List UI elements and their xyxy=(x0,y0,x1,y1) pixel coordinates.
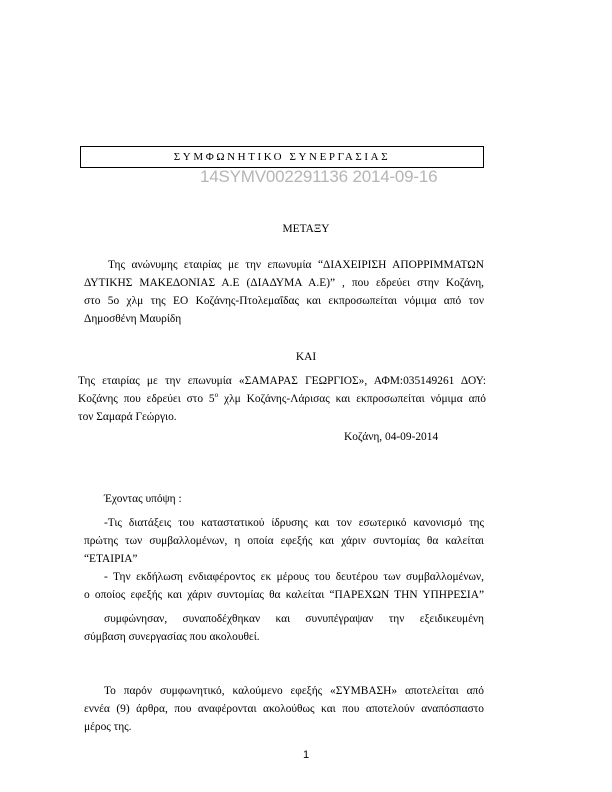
intro-line-3: μέρος της. xyxy=(84,721,132,733)
ordinal-superscript: ο xyxy=(214,391,219,400)
clause-2-line-2: ο οποίος εφεξής και χάριν συντομίας θα καλείται “ΠΑΡΕΧΩΝ ΤΗΝ ΥΠΗΡΕΣΙΑ” xyxy=(84,589,484,601)
clause-2-line-1: - Την εκδήλωση ενδιαφέροντος εκ μέρους του δευτέρου των συμβαλλομένων, xyxy=(104,571,484,583)
registry-stamp: 14SYMV002291136 2014-09-16 xyxy=(200,167,438,186)
second-party-line-1: Της εταιρίας με την επωνυμία «ΣΑΜΑΡΑΣ ΓΕΩΡΓΙΟΣ», ΑΦΜ:035149261 ΔΟΥ: xyxy=(78,375,486,387)
considering-section xyxy=(84,490,484,646)
first-party-line-3: στο 5ο χλμ της ΕΟ Κοζάνης-Πτολεμαΐδας και εκπροσωπείται νόμιμα από τον xyxy=(84,295,484,307)
between-heading: ΜΕΤΑΞΥ xyxy=(282,223,330,235)
clause-1-line-1: -Τις διατάξεις του καταστατικού ίδρυσης και τον εσωτερικό κανονισμό της xyxy=(104,517,484,529)
second-party-line-3: τον Σαμαρά Γεώργιο. xyxy=(78,411,177,423)
intro-line-2: εννέα (9) άρθρα, που αναφέρονται ακολούθως και που αποτελούν αναπόσπαστο xyxy=(84,703,484,715)
and-heading: ΚΑΙ xyxy=(295,351,317,363)
second-party-line-2 xyxy=(78,390,486,408)
page-number: 1 xyxy=(302,749,310,761)
first-party-line-1: Της ανώνυμης εταιρίας με την επωνυμία “ΔΙΑΧΕΙΡΙΣΗ ΑΠΟΡΡΙΜΜΑΤΩΝ xyxy=(108,259,484,271)
clause-3-line-2: σύμβαση συνεργασίας που ακολουθεί. xyxy=(84,631,260,643)
second-party-paragraph xyxy=(78,372,486,426)
clause-1-line-3: “ΕΤΑΙΡΙΑ” xyxy=(84,553,138,565)
second-party-line-2-start: Κοζάνης που εδρεύει στο 5 xyxy=(78,393,215,405)
intro-line-1: Το παρόν συμφωνητικό, καλούμενο εφεξής «ΣΥΜΒΑΣΗ» αποτελείται από xyxy=(104,685,484,697)
first-party-line-4: Δημοσθένη Μαυρίδη xyxy=(84,313,182,325)
intro-paragraph xyxy=(84,682,484,736)
first-party-paragraph xyxy=(84,256,484,328)
second-party-line-2-end: χλμ Κοζάνης-Λάρισας και εκπροσωπείται νόμιμα από xyxy=(218,393,486,405)
document-date: Κοζάνη, 04-09-2014 xyxy=(344,431,439,443)
considering-heading: Έχοντας υπόψη : xyxy=(104,493,182,505)
first-party-line-2: ΔΥΤΙΚΗΣ ΜΑΚΕΔΟΝΙΑΣ Α.Ε (ΔΙΑΔΥΜΑ Α.Ε)” , που εδρεύει στην Κοζάνη, xyxy=(84,277,484,289)
document-title: ΣΥΜΦΩΝΗΤΙΚΟ ΣΥΝΕΡΓΑΣΙΑΣ xyxy=(80,146,484,168)
clause-3-line-1: συμφώνησαν, συναποδέχθηκαν και συνυπέγραψαν την εξειδικευμένη xyxy=(104,613,484,625)
clause-1-line-2: πρώτης των συμβαλλομένων, η οποία εφεξής και χάριν συντομίας θα καλείται xyxy=(84,535,484,547)
